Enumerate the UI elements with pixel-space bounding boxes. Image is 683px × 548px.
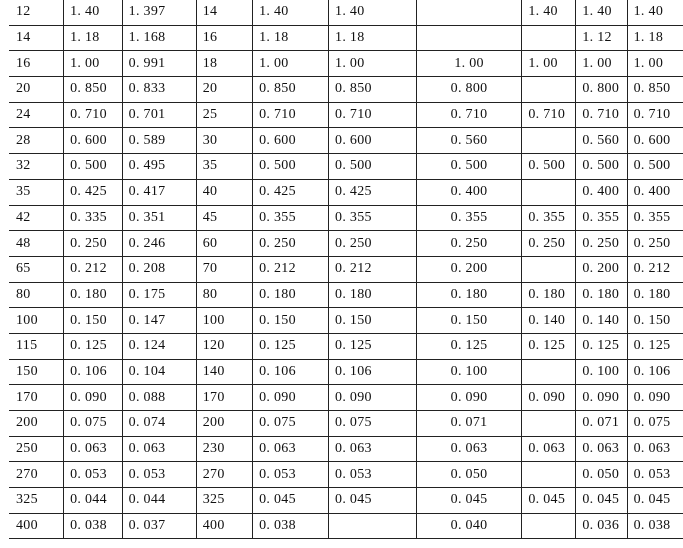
table-cell: 0. 106	[329, 359, 417, 385]
table-cell: 0. 045	[253, 488, 329, 514]
table-cell: 32	[9, 154, 64, 180]
table-cell: 1. 40	[576, 0, 627, 25]
table-cell: 0. 500	[627, 154, 683, 180]
table-cell: 0. 045	[416, 488, 522, 514]
table-cell: 150	[9, 359, 64, 385]
table-cell: 270	[9, 462, 64, 488]
table-cell: 0. 250	[253, 231, 329, 257]
table-cell: 0. 045	[627, 488, 683, 514]
table-cell: 0. 355	[522, 205, 576, 231]
table-cell: 0. 600	[64, 128, 123, 154]
table-cell: 0. 150	[416, 308, 522, 334]
table-cell: 0. 038	[253, 513, 329, 539]
table-cell	[522, 128, 576, 154]
table-cell: 0. 040	[416, 513, 522, 539]
table-cell: 250	[9, 436, 64, 462]
table-cell: 170	[9, 385, 64, 411]
table-cell: 0. 044	[122, 488, 196, 514]
table-cell: 0. 063	[64, 436, 123, 462]
table-cell: 0. 106	[627, 359, 683, 385]
table-cell: 0. 063	[576, 436, 627, 462]
table-cell: 0. 090	[522, 385, 576, 411]
table-cell: 0. 589	[122, 128, 196, 154]
table-cell: 0. 044	[64, 488, 123, 514]
table-cell: 115	[9, 333, 64, 359]
table-cell: 0. 335	[64, 205, 123, 231]
table-row	[9, 462, 683, 488]
table-cell: 0. 200	[416, 256, 522, 282]
table-cell: 0. 063	[253, 436, 329, 462]
table-cell: 1. 18	[627, 25, 683, 51]
table-cell: 170	[196, 385, 252, 411]
table-cell: 0. 038	[627, 513, 683, 539]
table-cell: 0. 180	[64, 282, 123, 308]
table-cell: 0. 090	[416, 385, 522, 411]
table-row	[9, 77, 683, 103]
table-cell	[416, 0, 522, 25]
table-cell: 0. 106	[64, 359, 123, 385]
table-cell: 0. 355	[253, 205, 329, 231]
table-cell: 0. 050	[416, 462, 522, 488]
table-row	[9, 154, 683, 180]
table-cell: 0. 053	[329, 462, 417, 488]
table-cell: 0. 100	[576, 359, 627, 385]
table-cell: 0. 053	[64, 462, 123, 488]
table-cell: 0. 071	[416, 411, 522, 437]
table-cell: 0. 180	[627, 282, 683, 308]
table-cell: 0. 600	[329, 128, 417, 154]
table-cell: 0. 833	[122, 77, 196, 103]
table-cell: 0. 250	[64, 231, 123, 257]
table-cell: 1. 40	[329, 0, 417, 25]
table-cell: 0. 180	[416, 282, 522, 308]
table-cell: 0. 710	[329, 102, 417, 128]
table-cell: 0. 074	[122, 411, 196, 437]
table-cell: 1. 40	[253, 0, 329, 25]
table-cell: 200	[9, 411, 64, 437]
table-cell: 1. 00	[416, 51, 522, 77]
table-cell: 1. 00	[522, 51, 576, 77]
table-cell: 0. 104	[122, 359, 196, 385]
table-row	[9, 0, 683, 25]
table-cell: 0. 125	[253, 333, 329, 359]
table-cell: 0. 710	[253, 102, 329, 128]
table-cell: 0. 208	[122, 256, 196, 282]
table-cell: 100	[196, 308, 252, 334]
table-cell: 80	[196, 282, 252, 308]
table-cell: 1. 00	[64, 51, 123, 77]
table-cell: 0. 355	[627, 205, 683, 231]
table-cell: 325	[9, 488, 64, 514]
table-cell: 0. 036	[576, 513, 627, 539]
table-cell: 0. 351	[122, 205, 196, 231]
table-cell: 200	[196, 411, 252, 437]
table-cell	[522, 411, 576, 437]
table-cell: 0. 053	[627, 462, 683, 488]
table-cell: 0. 124	[122, 333, 196, 359]
table-cell: 0. 100	[416, 359, 522, 385]
table-row	[9, 102, 683, 128]
table-cell: 0. 425	[253, 179, 329, 205]
table-cell: 0. 090	[64, 385, 123, 411]
table-cell: 230	[196, 436, 252, 462]
table-cell: 0. 355	[329, 205, 417, 231]
table-cell: 0. 140	[522, 308, 576, 334]
table-cell: 0. 038	[64, 513, 123, 539]
table-cell: 0. 053	[253, 462, 329, 488]
table-cell: 0. 150	[253, 308, 329, 334]
table-cell: 0. 125	[64, 333, 123, 359]
table-row	[9, 436, 683, 462]
table-cell	[416, 25, 522, 51]
table-cell: 24	[9, 102, 64, 128]
table-cell: 0. 800	[576, 77, 627, 103]
table-cell: 0. 180	[576, 282, 627, 308]
table-row	[9, 128, 683, 154]
table-cell	[329, 513, 417, 539]
table-cell: 0. 400	[576, 179, 627, 205]
table-cell: 0. 045	[576, 488, 627, 514]
table-cell: 35	[9, 179, 64, 205]
table-cell: 40	[196, 179, 252, 205]
table-cell: 0. 180	[329, 282, 417, 308]
table-cell: 0. 212	[627, 256, 683, 282]
table-cell: 0. 710	[522, 102, 576, 128]
table-row	[9, 231, 683, 257]
table-cell: 0. 212	[253, 256, 329, 282]
table-cell: 0. 063	[627, 436, 683, 462]
table-cell: 1. 40	[627, 0, 683, 25]
table-cell: 0. 088	[122, 385, 196, 411]
table-cell: 0. 850	[627, 77, 683, 103]
table-cell: 1. 18	[64, 25, 123, 51]
table-cell	[522, 513, 576, 539]
table-cell: 0. 250	[416, 231, 522, 257]
table-cell: 1. 18	[253, 25, 329, 51]
table-cell: 1. 18	[329, 25, 417, 51]
table-cell: 0. 175	[122, 282, 196, 308]
table-cell: 1. 40	[522, 0, 576, 25]
table-row	[9, 359, 683, 385]
table-cell: 0. 200	[576, 256, 627, 282]
table-cell: 0. 710	[627, 102, 683, 128]
table-cell: 20	[9, 77, 64, 103]
table-cell: 0. 495	[122, 154, 196, 180]
table-body	[9, 0, 683, 539]
table-row	[9, 256, 683, 282]
table-cell: 0. 250	[329, 231, 417, 257]
table-cell: 0. 355	[576, 205, 627, 231]
table-cell	[522, 179, 576, 205]
table-cell: 0. 500	[416, 154, 522, 180]
table-row	[9, 282, 683, 308]
table-cell: 0. 125	[416, 333, 522, 359]
table-cell: 0. 850	[329, 77, 417, 103]
table-cell: 0. 106	[253, 359, 329, 385]
table-cell: 1. 00	[576, 51, 627, 77]
table-row	[9, 205, 683, 231]
table-cell: 70	[196, 256, 252, 282]
table-cell: 0. 045	[329, 488, 417, 514]
table-cell: 30	[196, 128, 252, 154]
table-cell: 0. 600	[627, 128, 683, 154]
table-cell: 65	[9, 256, 64, 282]
table-cell: 0. 090	[253, 385, 329, 411]
table-cell: 0. 075	[627, 411, 683, 437]
table-cell: 0. 125	[522, 333, 576, 359]
table-cell: 28	[9, 128, 64, 154]
table-cell	[522, 256, 576, 282]
table-row	[9, 333, 683, 359]
table-cell: 16	[196, 25, 252, 51]
table-cell: 0. 212	[64, 256, 123, 282]
table-cell: 0. 037	[122, 513, 196, 539]
table-cell: 20	[196, 77, 252, 103]
table-cell: 0. 800	[416, 77, 522, 103]
table-cell: 0. 053	[122, 462, 196, 488]
table-cell: 270	[196, 462, 252, 488]
table-row	[9, 488, 683, 514]
table-cell: 16	[9, 51, 64, 77]
table-cell: 1. 40	[64, 0, 123, 25]
table-cell: 140	[196, 359, 252, 385]
table-cell: 0. 147	[122, 308, 196, 334]
table-cell: 45	[196, 205, 252, 231]
table-row	[9, 513, 683, 539]
table-cell: 25	[196, 102, 252, 128]
table-cell: 0. 246	[122, 231, 196, 257]
table-cell: 18	[196, 51, 252, 77]
table-cell	[522, 462, 576, 488]
table-cell: 0. 090	[329, 385, 417, 411]
table-cell: 80	[9, 282, 64, 308]
table-cell: 0. 560	[576, 128, 627, 154]
table-cell: 0. 250	[576, 231, 627, 257]
table-cell: 0. 400	[627, 179, 683, 205]
table-cell: 0. 063	[329, 436, 417, 462]
table-cell: 0. 250	[522, 231, 576, 257]
table-cell: 0. 150	[329, 308, 417, 334]
table-cell: 0. 425	[64, 179, 123, 205]
table-cell: 100	[9, 308, 64, 334]
table-cell: 1. 12	[576, 25, 627, 51]
table-cell: 48	[9, 231, 64, 257]
table-cell: 0. 063	[122, 436, 196, 462]
table-cell: 12	[9, 0, 64, 25]
table-cell: 400	[9, 513, 64, 539]
table-cell: 42	[9, 205, 64, 231]
table-cell: 1. 168	[122, 25, 196, 51]
table-cell: 0. 500	[329, 154, 417, 180]
table-row	[9, 25, 683, 51]
table-cell: 0. 710	[576, 102, 627, 128]
table-cell: 0. 045	[522, 488, 576, 514]
table-cell: 60	[196, 231, 252, 257]
table-cell: 0. 991	[122, 51, 196, 77]
table-cell: 0. 355	[416, 205, 522, 231]
table-cell: 0. 150	[64, 308, 123, 334]
table-cell: 0. 075	[253, 411, 329, 437]
table-cell: 0. 180	[253, 282, 329, 308]
table-cell: 0. 075	[64, 411, 123, 437]
table-cell: 1. 00	[253, 51, 329, 77]
table-cell: 0. 090	[576, 385, 627, 411]
table-cell: 0. 150	[627, 308, 683, 334]
table-cell: 0. 400	[416, 179, 522, 205]
table-cell: 14	[9, 25, 64, 51]
table-cell	[522, 77, 576, 103]
table-cell: 0. 701	[122, 102, 196, 128]
table-cell: 0. 500	[64, 154, 123, 180]
table-cell: 0. 850	[64, 77, 123, 103]
table-cell: 0. 075	[329, 411, 417, 437]
table-cell: 0. 212	[329, 256, 417, 282]
table-cell: 0. 125	[576, 333, 627, 359]
table-cell: 0. 425	[329, 179, 417, 205]
sieve-comparison-table	[9, 0, 683, 539]
table-cell: 1. 397	[122, 0, 196, 25]
table-row	[9, 51, 683, 77]
table-cell: 120	[196, 333, 252, 359]
table-row	[9, 411, 683, 437]
table-cell	[522, 359, 576, 385]
table-cell: 0. 063	[522, 436, 576, 462]
table-cell	[522, 25, 576, 51]
table-cell: 14	[196, 0, 252, 25]
table-cell: 0. 710	[416, 102, 522, 128]
table-row	[9, 385, 683, 411]
table-cell: 0. 063	[416, 436, 522, 462]
table-cell: 0. 560	[416, 128, 522, 154]
table-cell: 0. 500	[576, 154, 627, 180]
table-cell: 1. 00	[627, 51, 683, 77]
table-cell: 0. 180	[522, 282, 576, 308]
table-cell: 0. 500	[522, 154, 576, 180]
table-cell: 0. 500	[253, 154, 329, 180]
table-cell: 0. 050	[576, 462, 627, 488]
table-cell: 0. 850	[253, 77, 329, 103]
table-cell: 325	[196, 488, 252, 514]
table-cell: 35	[196, 154, 252, 180]
table-cell: 0. 125	[627, 333, 683, 359]
table-cell: 0. 090	[627, 385, 683, 411]
table-row	[9, 179, 683, 205]
table-cell: 0. 071	[576, 411, 627, 437]
table-cell: 0. 710	[64, 102, 123, 128]
table-cell: 1. 00	[329, 51, 417, 77]
table-cell: 0. 417	[122, 179, 196, 205]
table-cell: 0. 250	[627, 231, 683, 257]
table-cell: 0. 125	[329, 333, 417, 359]
table-cell: 0. 140	[576, 308, 627, 334]
table-cell: 0. 600	[253, 128, 329, 154]
table-cell: 400	[196, 513, 252, 539]
table-row	[9, 308, 683, 334]
